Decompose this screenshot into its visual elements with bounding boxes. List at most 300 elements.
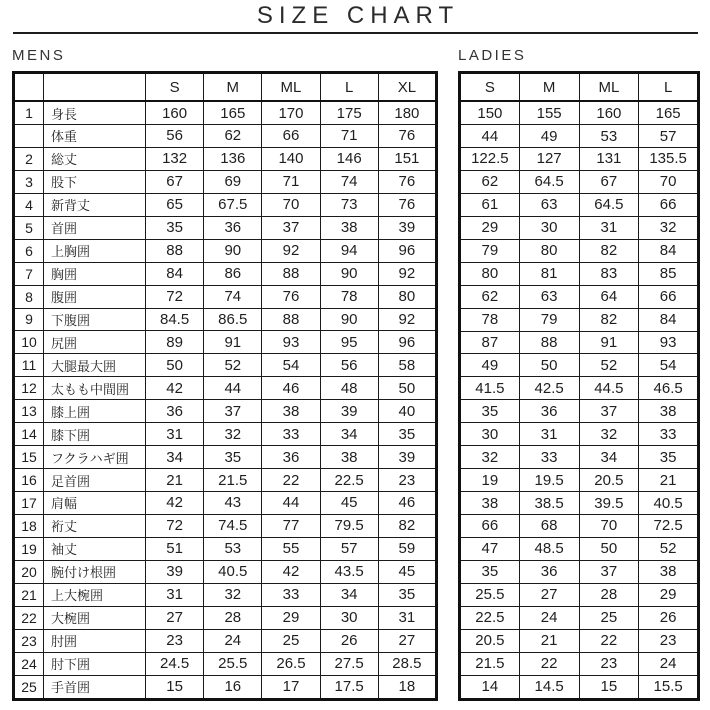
measurement-label: フクラハギ囲: [44, 446, 146, 469]
measurement-value: 77: [262, 514, 320, 537]
measurement-value: 88: [146, 239, 204, 262]
measurement-value: 31: [579, 216, 639, 239]
measurement-value: 165: [639, 101, 699, 125]
measurement-value: 66: [262, 125, 320, 148]
measurement-value: 72: [146, 514, 204, 537]
ladies-table-row: [460, 606, 699, 629]
measurement-label: 首囲: [44, 216, 146, 239]
measurement-value: 29: [639, 583, 699, 606]
measurement-value: 27: [378, 629, 436, 652]
measurement-value: 66: [639, 285, 699, 308]
measurement-value: 38: [639, 560, 699, 583]
row-number: 23: [14, 629, 44, 652]
measurement-value: 14.5: [519, 675, 579, 699]
measurement-value: 35: [378, 423, 436, 446]
mens-table-row: [14, 170, 437, 193]
mens-header-number-cell: [14, 73, 44, 102]
row-number: 3: [14, 170, 44, 193]
row-number: 17: [14, 492, 44, 515]
ladies-table-row: [460, 675, 699, 699]
measurement-value: 35: [204, 446, 262, 469]
measurement-value: 67.5: [204, 193, 262, 216]
measurement-value: 122.5: [460, 148, 520, 171]
measurement-value: 14: [460, 675, 520, 699]
measurement-value: 43: [204, 492, 262, 515]
measurement-value: 50: [519, 354, 579, 377]
page-title: SIZE CHART: [256, 2, 460, 29]
measurement-value: 63: [519, 193, 579, 216]
measurement-value: 35: [146, 216, 204, 239]
mens-table-row: [14, 354, 437, 377]
measurement-value: 39: [378, 446, 436, 469]
measurement-value: 76: [378, 125, 436, 148]
measurement-value: 90: [204, 239, 262, 262]
measurement-label: 膝上囲: [44, 400, 146, 423]
row-number: 25: [14, 675, 44, 699]
measurement-value: 63: [519, 285, 579, 308]
mens-table-row: [14, 675, 437, 699]
ladies-size-table: [458, 71, 700, 701]
measurement-value: 84: [639, 308, 699, 331]
measurement-value: 27: [146, 606, 204, 629]
measurement-value: 27: [519, 583, 579, 606]
measurement-value: 30: [320, 606, 378, 629]
measurement-value: 93: [262, 331, 320, 354]
measurement-value: 42: [146, 492, 204, 515]
measurement-value: 96: [378, 331, 436, 354]
measurement-value: 29: [262, 606, 320, 629]
row-number: 21: [14, 583, 44, 606]
measurement-value: 22.5: [320, 469, 378, 492]
measurement-label: 胸囲: [44, 262, 146, 285]
measurement-value: 32: [204, 583, 262, 606]
mens-table-row: [14, 400, 437, 423]
measurement-value: 20.5: [460, 629, 520, 652]
measurement-label: 身長: [44, 101, 146, 125]
measurement-value: 88: [519, 331, 579, 354]
measurement-value: 92: [378, 308, 436, 331]
measurement-value: 15.5: [639, 675, 699, 699]
measurement-value: 42: [146, 377, 204, 400]
measurement-value: 24.5: [146, 652, 204, 675]
measurement-value: 21: [519, 629, 579, 652]
measurement-value: 43.5: [320, 560, 378, 583]
mens-table-row: [14, 560, 437, 583]
row-number: 16: [14, 469, 44, 492]
ladies-header-row: [460, 73, 699, 102]
measurement-value: 17.5: [320, 675, 378, 699]
measurement-value: 53: [204, 537, 262, 560]
measurement-value: 58: [378, 354, 436, 377]
measurement-value: 50: [378, 377, 436, 400]
row-number: 12: [14, 377, 44, 400]
measurement-label: 裄丈: [44, 514, 146, 537]
measurement-value: 90: [320, 308, 378, 331]
measurement-value: 15: [579, 675, 639, 699]
ladies-table-row: [460, 652, 699, 675]
mens-table-row: [14, 423, 437, 446]
measurement-value: 21: [639, 469, 699, 492]
ladies-table-row: [460, 148, 699, 171]
measurement-value: 160: [146, 101, 204, 125]
measurement-value: 20.5: [579, 469, 639, 492]
ladies-size-column-header: M: [519, 73, 579, 102]
measurement-value: 36: [262, 446, 320, 469]
row-number: 1: [14, 101, 44, 125]
measurement-value: 23: [579, 652, 639, 675]
measurement-value: 24: [639, 652, 699, 675]
measurement-value: 67: [146, 170, 204, 193]
measurement-value: 74.5: [204, 514, 262, 537]
measurement-value: 78: [320, 285, 378, 308]
mens-table-row: [14, 216, 437, 239]
measurement-value: 22: [519, 652, 579, 675]
measurement-value: 80: [460, 262, 520, 285]
measurement-value: 79.5: [320, 514, 378, 537]
measurement-value: 42.5: [519, 377, 579, 400]
measurement-value: 59: [378, 537, 436, 560]
measurement-value: 74: [204, 285, 262, 308]
measurement-value: 95: [320, 331, 378, 354]
measurement-value: 40: [378, 400, 436, 423]
measurement-value: 32: [460, 446, 520, 469]
measurement-value: 44: [262, 492, 320, 515]
measurement-value: 49: [519, 125, 579, 148]
mens-table-row: [14, 606, 437, 629]
measurement-value: 35: [378, 583, 436, 606]
measurement-value: 64.5: [519, 170, 579, 193]
mens-table-body: [14, 73, 437, 700]
ladies-table-row: [460, 262, 699, 285]
measurement-value: 82: [579, 308, 639, 331]
measurement-value: 73: [320, 193, 378, 216]
measurement-value: 69: [204, 170, 262, 193]
measurement-value: 39: [378, 216, 436, 239]
row-number: [14, 125, 44, 148]
measurement-value: 84: [639, 239, 699, 262]
measurement-value: 48.5: [519, 537, 579, 560]
ladies-table-row: [460, 560, 699, 583]
measurement-value: 28.5: [378, 652, 436, 675]
measurement-value: 92: [262, 239, 320, 262]
measurement-value: 52: [579, 354, 639, 377]
row-number: 4: [14, 193, 44, 216]
measurement-value: 37: [262, 216, 320, 239]
measurement-value: 34: [320, 583, 378, 606]
ladies-table-row: [460, 400, 699, 423]
measurement-value: 64.5: [579, 193, 639, 216]
row-number: 2: [14, 147, 44, 170]
measurement-value: 31: [378, 606, 436, 629]
measurement-label: 手首囲: [44, 675, 146, 699]
measurement-value: 22.5: [460, 606, 520, 629]
ladies-table-row: [460, 515, 699, 538]
measurement-label: 袖丈: [44, 537, 146, 560]
measurement-label: 膝下囲: [44, 423, 146, 446]
measurement-value: 54: [639, 354, 699, 377]
measurement-value: 37: [579, 400, 639, 423]
ladies-table-row: [460, 583, 699, 606]
row-number: 13: [14, 400, 44, 423]
measurement-value: 28: [204, 606, 262, 629]
measurement-value: 32: [204, 423, 262, 446]
measurement-value: 36: [146, 400, 204, 423]
measurement-label: 腕付け根囲: [44, 560, 146, 583]
measurement-value: 41.5: [460, 377, 520, 400]
measurement-value: 28: [579, 583, 639, 606]
mens-table-row: [14, 469, 437, 492]
measurement-value: 92: [378, 262, 436, 285]
measurement-value: 21.5: [204, 469, 262, 492]
measurement-value: 88: [262, 308, 320, 331]
mens-size-column-header: ML: [262, 73, 320, 102]
measurement-value: 25.5: [460, 583, 520, 606]
ladies-table-body: [460, 73, 699, 700]
measurement-value: 56: [320, 354, 378, 377]
mens-size-column-header: S: [146, 73, 204, 102]
measurement-value: 33: [262, 423, 320, 446]
measurement-value: 53: [579, 125, 639, 148]
measurement-value: 132: [146, 147, 204, 170]
mens-size-column-header: M: [204, 73, 262, 102]
measurement-value: 70: [579, 515, 639, 538]
measurement-value: 30: [460, 423, 520, 446]
measurement-value: 44: [204, 377, 262, 400]
measurement-value: 71: [262, 170, 320, 193]
measurement-value: 24: [204, 629, 262, 652]
mens-table-row: [14, 514, 437, 537]
measurement-value: 26.5: [262, 652, 320, 675]
measurement-value: 93: [639, 331, 699, 354]
measurement-value: 44.5: [579, 377, 639, 400]
measurement-value: 94: [320, 239, 378, 262]
measurement-value: 81: [519, 262, 579, 285]
measurement-value: 155: [519, 101, 579, 125]
measurement-value: 42: [262, 560, 320, 583]
row-number: 14: [14, 423, 44, 446]
mens-table-row: [14, 239, 437, 262]
measurement-value: 23: [378, 469, 436, 492]
measurement-value: 84: [146, 262, 204, 285]
measurement-value: 35: [460, 400, 520, 423]
measurement-value: 52: [639, 537, 699, 560]
mens-table-row: [14, 652, 437, 675]
measurement-value: 17: [262, 675, 320, 699]
measurement-label: 足首囲: [44, 469, 146, 492]
ladies-table-row: [460, 285, 699, 308]
measurement-value: 82: [579, 239, 639, 262]
measurement-value: 56: [146, 125, 204, 148]
measurement-value: 18: [378, 675, 436, 699]
mens-table-row: [14, 125, 437, 148]
measurement-value: 30: [519, 216, 579, 239]
measurement-label: 下腹囲: [44, 308, 146, 331]
ladies-table-row: [460, 216, 699, 239]
measurement-value: 32: [579, 423, 639, 446]
row-number: 15: [14, 446, 44, 469]
measurement-value: 140: [262, 147, 320, 170]
ladies-table-row: [460, 354, 699, 377]
measurement-value: 175: [320, 101, 378, 125]
mens-table-row: [14, 147, 437, 170]
measurement-value: 40.5: [204, 560, 262, 583]
measurement-value: 68: [519, 515, 579, 538]
measurement-value: 86: [204, 262, 262, 285]
measurement-value: 40.5: [639, 492, 699, 515]
measurement-value: 21: [146, 469, 204, 492]
mens-table-row: [14, 331, 437, 354]
measurement-value: 25: [579, 606, 639, 629]
measurement-value: 34: [320, 423, 378, 446]
measurement-label: 尻囲: [44, 331, 146, 354]
measurement-value: 64: [579, 285, 639, 308]
measurement-value: 170: [262, 101, 320, 125]
measurement-value: 151: [378, 147, 436, 170]
mens-table-row: [14, 377, 437, 400]
measurement-value: 54: [262, 354, 320, 377]
measurement-value: 31: [146, 423, 204, 446]
measurement-value: 25.5: [204, 652, 262, 675]
measurement-value: 57: [639, 125, 699, 148]
ladies-table-row: [460, 446, 699, 469]
measurement-value: 136: [204, 147, 262, 170]
measurement-value: 39: [320, 400, 378, 423]
measurement-value: 38.5: [519, 492, 579, 515]
measurement-value: 76: [262, 285, 320, 308]
measurement-value: 91: [204, 331, 262, 354]
measurement-value: 160: [579, 101, 639, 125]
ladies-table-row: [460, 170, 699, 193]
mens-table-row: [14, 537, 437, 560]
ladies-table-row: [460, 469, 699, 492]
measurement-label: 総丈: [44, 147, 146, 170]
mens-header-row: [14, 73, 437, 102]
measurement-value: 26: [639, 606, 699, 629]
measurement-value: 33: [639, 423, 699, 446]
mens-table-row: [14, 492, 437, 515]
ladies-table-row: [460, 308, 699, 331]
measurement-value: 55: [262, 537, 320, 560]
measurement-value: 57: [320, 537, 378, 560]
row-number: 22: [14, 606, 44, 629]
measurement-value: 46: [378, 492, 436, 515]
row-number: 6: [14, 239, 44, 262]
measurement-value: 25: [262, 629, 320, 652]
measurement-value: 21.5: [460, 652, 520, 675]
measurement-value: 36: [519, 560, 579, 583]
mens-table-row: [14, 262, 437, 285]
measurement-value: 88: [262, 262, 320, 285]
mens-size-column-header: L: [320, 73, 378, 102]
measurement-label: 大椀囲: [44, 606, 146, 629]
title-divider: [13, 32, 698, 34]
measurement-value: 62: [460, 170, 520, 193]
ladies-size-column-header: ML: [579, 73, 639, 102]
mens-header-measure-cell: [44, 73, 146, 102]
measurement-value: 51: [146, 537, 204, 560]
measurement-value: 66: [460, 515, 520, 538]
measurement-value: 180: [378, 101, 436, 125]
measurement-value: 135.5: [639, 148, 699, 171]
measurement-value: 71: [320, 125, 378, 148]
measurement-value: 86.5: [204, 308, 262, 331]
measurement-value: 39.5: [579, 492, 639, 515]
measurement-value: 37: [204, 400, 262, 423]
row-number: 19: [14, 537, 44, 560]
measurement-label: 肩幅: [44, 492, 146, 515]
measurement-value: 96: [378, 239, 436, 262]
measurement-value: 38: [320, 446, 378, 469]
measurement-value: 45: [378, 560, 436, 583]
measurement-value: 50: [146, 354, 204, 377]
measurement-value: 16: [204, 675, 262, 699]
measurement-value: 32: [639, 216, 699, 239]
measurement-value: 79: [460, 239, 520, 262]
ladies-table-row: [460, 377, 699, 400]
ladies-size-column-header: S: [460, 73, 520, 102]
measurement-value: 35: [460, 560, 520, 583]
measurement-value: 22: [262, 469, 320, 492]
ladies-table-row: [460, 239, 699, 262]
measurement-value: 44: [460, 125, 520, 148]
ladies-size-column-header: L: [639, 73, 699, 102]
mens-table-row: [14, 308, 437, 331]
measurement-label: 体重: [44, 125, 146, 148]
measurement-value: 36: [519, 400, 579, 423]
measurement-value: 74: [320, 170, 378, 193]
mens-size-table: [12, 71, 438, 701]
measurement-value: 39: [146, 560, 204, 583]
measurement-value: 49: [460, 354, 520, 377]
measurement-value: 76: [378, 193, 436, 216]
measurement-label: 肘囲: [44, 629, 146, 652]
measurement-value: 31: [519, 423, 579, 446]
measurement-label: 上胸囲: [44, 239, 146, 262]
measurement-value: 72.5: [639, 515, 699, 538]
measurement-value: 38: [320, 216, 378, 239]
measurement-value: 46: [262, 377, 320, 400]
measurement-value: 76: [378, 170, 436, 193]
measurement-value: 37: [579, 560, 639, 583]
measurement-value: 127: [519, 148, 579, 171]
row-number: 5: [14, 216, 44, 239]
row-number: 8: [14, 285, 44, 308]
measurement-value: 70: [262, 193, 320, 216]
measurement-label: 大腿最大囲: [44, 354, 146, 377]
measurement-value: 66: [639, 193, 699, 216]
measurement-value: 23: [639, 629, 699, 652]
row-number: 9: [14, 308, 44, 331]
measurement-value: 79: [519, 308, 579, 331]
mens-table-row: [14, 583, 437, 606]
measurement-value: 50: [579, 537, 639, 560]
measurement-value: 80: [519, 239, 579, 262]
measurement-value: 72: [146, 285, 204, 308]
measurement-value: 33: [519, 446, 579, 469]
measurement-value: 33: [262, 583, 320, 606]
measurement-value: 19.5: [519, 469, 579, 492]
measurement-value: 67: [579, 170, 639, 193]
measurement-value: 62: [204, 125, 262, 148]
measurement-value: 27.5: [320, 652, 378, 675]
measurement-value: 38: [262, 400, 320, 423]
measurement-value: 131: [579, 148, 639, 171]
measurement-value: 31: [146, 583, 204, 606]
measurement-label: 上大椀囲: [44, 583, 146, 606]
mens-table-row: [14, 101, 437, 125]
measurement-label: 太もも中間囲: [44, 377, 146, 400]
ladies-table-row: [460, 629, 699, 652]
